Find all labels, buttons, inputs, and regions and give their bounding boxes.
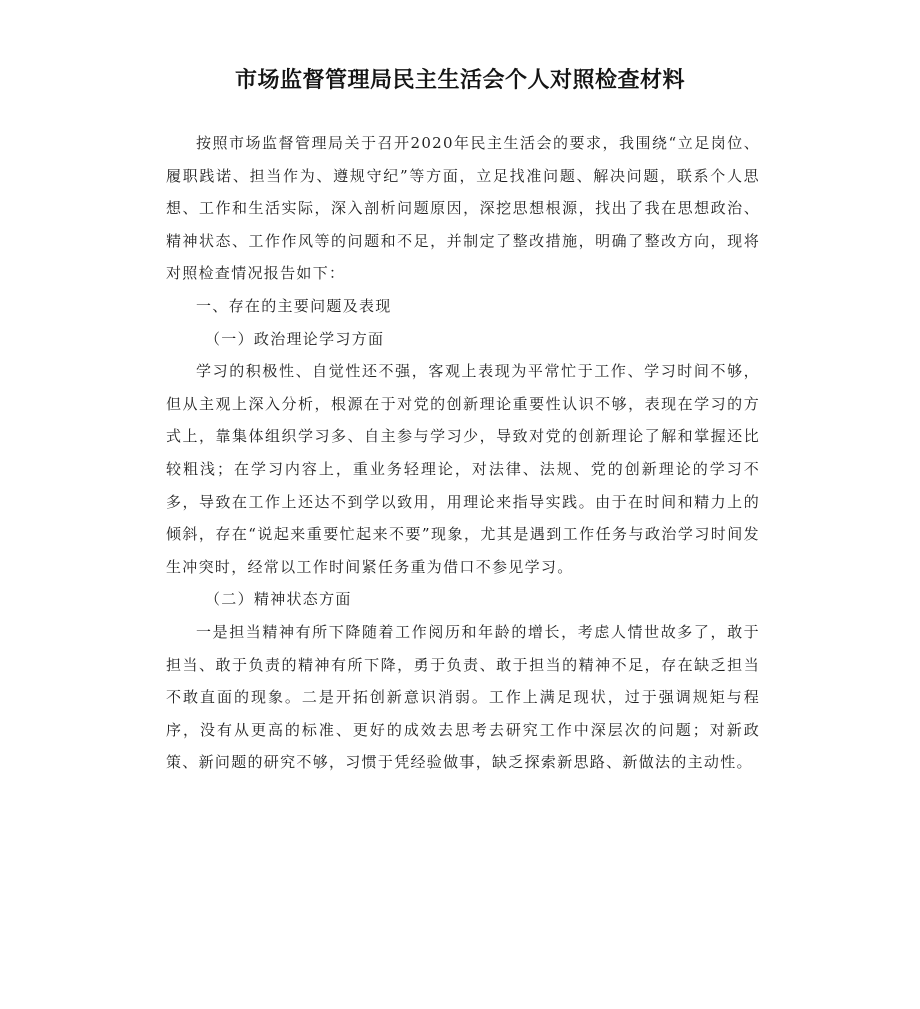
intro-paragraph: 按照市场监督管理局关于召开2020年民主生活会的要求，我围绕“立足岗位、履职践诺、担当作为、遵规守纪”等方面，立足找准问题、解决问题，联系个人思想、工作和生活实际，深入剖析问题原因，深挖思想根源，找出了我在思想政治、精神状态、工作作风等的问题和不足，并制定了整改措施，明确了整改方向，现将对照检查情况报告如下：: [166, 134, 760, 283]
section-heading-main-problems: 一、存在的主要问题及表现: [196, 296, 392, 315]
subsection-heading-political-study: （一）政治理论学习方面: [205, 329, 385, 348]
subsection-heading-mental-state: （二）精神状态方面: [205, 590, 352, 609]
document-body: [166, 127, 760, 779]
document-title: 市场监督管理局民主生活会个人对照检查材料: [234, 68, 685, 93]
political-study-paragraph: 学习的积极性、自觉性还不强，客观上表现为平常忙于工作、学习时间不够，但从主观上深入分析，根源在于对党的创新理论重要性认识不够，表现在学习的方式上，靠集体组织学习多、自主参与学习少，导致对党的创新理论了解和掌握还比较粗浅；在学习内容上，重业务轻理论，对法律、法规、党的创新理论的学习不多，导致在工作上还达不到学以致用，用理论来指导实践。由于在时间和精力上的倾斜，存在“说起来重要忙起来不要”现象，尤其是遇到工作任务与政治学习时间发生冲突时，经常以工作时间紧任务重为借口不参见学习。: [166, 362, 760, 576]
mental-state-paragraph: 一是担当精神有所下降随着工作阅历和年龄的增长，考虑人情世故多了，敢于担当、敢于负责的精神有所下降，勇于负责、敢于担当的精神不足，存在缺乏担当不敢直面的现象。二是开拓创新意识消弱。工作上满足现状，过于强调规矩与程序，没有从更高的标准、更好的成效去思考去研究工作中深层次的问题；对新政策、新问题的研究不够，习惯于凭经验做事，缺乏探索新思路、新做法的主动性。: [166, 622, 760, 772]
